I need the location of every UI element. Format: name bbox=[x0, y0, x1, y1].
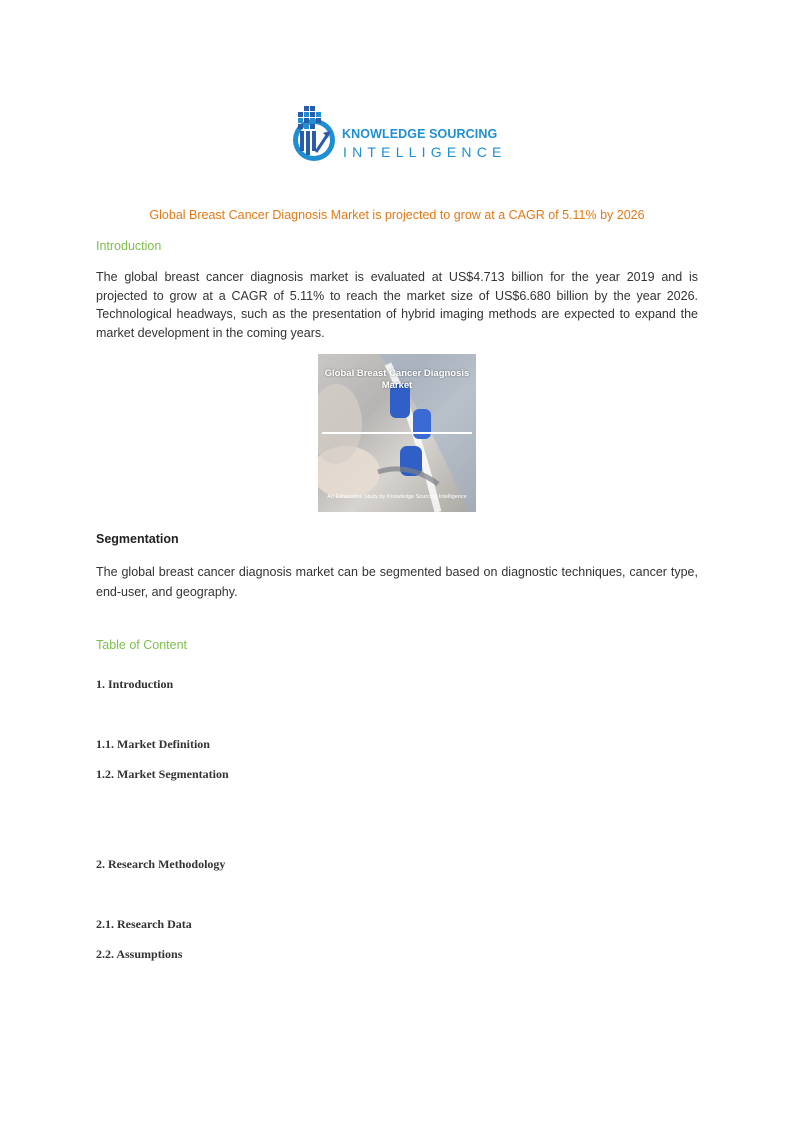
introduction-heading: Introduction bbox=[96, 239, 162, 253]
toc-item: 2.2. Assumptions bbox=[96, 947, 183, 961]
company-logo bbox=[290, 104, 505, 166]
toc-item: 2.1. Research Data bbox=[96, 917, 192, 931]
toc-item: 1.1. Market Definition bbox=[96, 737, 210, 751]
toc-heading: Table of Content bbox=[96, 638, 188, 652]
segmentation-paragraph: The global breast cancer diagnosis market can be segmented based on diagnostic techniques, cancer type, end-user, and geography. bbox=[96, 565, 698, 599]
report-title: Global Breast Cancer Diagnosis Market is projected to grow at a CAGR of 5.11% by 2026 bbox=[149, 208, 645, 222]
introduction-paragraph: The global breast cancer diagnosis market is evaluated at US$4.713 billion for the year 2019 and is projected to grow at a CAGR of 5.11% to reach the market size of US$6.680 billion by the year 2026. Technological headways, such as the presentation of hybrid imaging methods are expected to expand the market development in the coming years. bbox=[96, 270, 698, 340]
cover-footer: An Exhaustive Study by Knowledge Sourcing Intelligence bbox=[327, 494, 467, 500]
logo-line-1: KNOWLEDGE SOURCING bbox=[342, 127, 498, 141]
toc-item: 2. Research Methodology bbox=[96, 857, 226, 871]
toc-item: 1. Introduction bbox=[96, 677, 174, 691]
cover-divider bbox=[322, 432, 472, 434]
toc-item: 1.2. Market Segmentation bbox=[96, 767, 229, 781]
report-cover-image bbox=[318, 354, 476, 512]
segmentation-heading: Segmentation bbox=[96, 532, 179, 546]
cover-title: Global Breast Cancer Diagnosis Market bbox=[324, 368, 470, 391]
knowledge-sourcing-logo-icon bbox=[290, 104, 342, 166]
logo-line-2: INTELLIGENCE bbox=[343, 144, 507, 160]
